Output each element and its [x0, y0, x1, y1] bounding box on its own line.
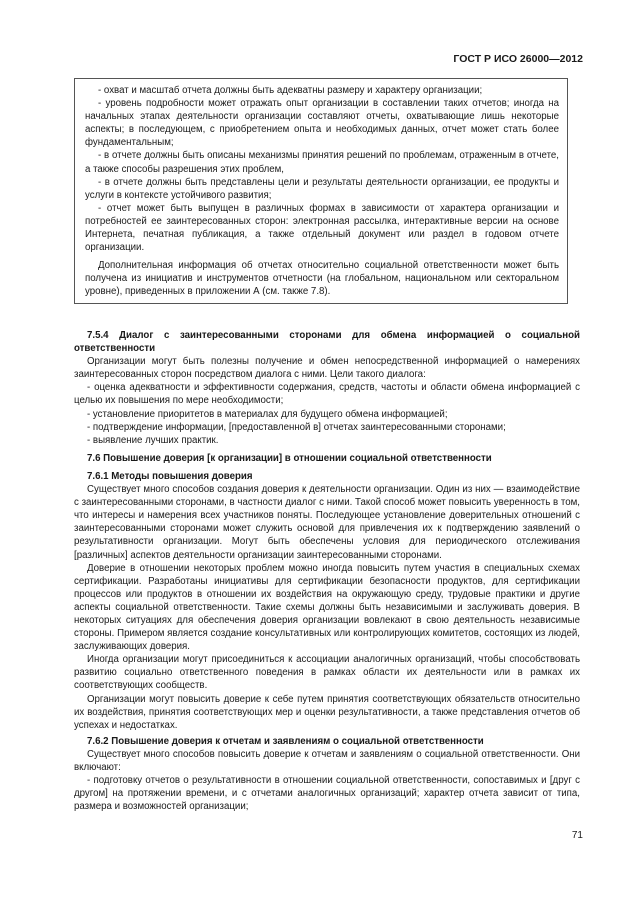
section-heading-7-6: 7.6 Повышение доверия [к организации] в отношении социальной ответственности [87, 452, 492, 464]
box-item: - в отчете должны быть представлены цели и результаты деятельности организации, ее продукты и услуги в контексте устойчивого развития; [85, 176, 559, 201]
list-item: - подтверждение информации, [предоставленной в] отчетах заинтересованными сторонами; [87, 421, 506, 433]
list-item: - оценка адекватности и эффективности содержания, средств, частоты и области обмена информацией с целью их повышения по мере необходимости; [74, 382, 580, 407]
page-number: 71 [571, 830, 583, 841]
box-item: - отчет может быть выпущен в различных формах в зависимости от характера организации и потребностей ее заинтересованных сторон: электронная рассылка, интерактивные версии на основе Интернета, печатная публикация, а также отдельный документ или раздел в годовом отчете организации. [85, 202, 559, 254]
paragraph: Иногда организации могут присоединиться к ассоциации аналогичных организаций, чтобы способствовать развитию социально ответственного поведения в рамках области их деятельности или в рамках их соответствующих сообществ. [74, 654, 580, 692]
paragraph: Доверие в отношении некоторых проблем можно иногда повысить путем участия в специальных схемах сертификации. Разработаны инициативы для сертификации безопасности продуктов, для сертификации процессов или продуктов в отношении их воздействия на окружающую среду, трудовые практики и другие аспекты социальной ответственности. Такие схемы должны быть независимыми и заслуживать доверия. В некоторых ситуациях для обеспечения доверия организации вовлекают в свою деятельность независимые стороны. Примером является создание консультативных или контролирующих комитетов, состоящих из людей, заслуживающих доверия. [74, 562, 580, 653]
paragraph: Существует много способов создания доверия к деятельности организации. Один из них — взаимодействие с заинтересованными сторонами, в частности диалог с ними. Такой способ может повысить уверенность в том, что интересы и намерения всех участников поняты. Последующее установление доверительных отношений с заинтересованными сторонами может служить основой для привлечения их к подтверждению заявлений о результативности организации. Могут быть обеспечены условия для периодического отслеживания [различных] аспектов деятельности организации заинтересованными сторонами. [74, 484, 580, 561]
list-item: - подготовку отчетов о результативности в отношении социальной ответственности, сопоставимых и [друг с другом] на протяжении времени, и с отчетами аналогичных организаций; характер отчета зависит от типа, размера и возможностей организации; [74, 775, 580, 813]
paragraph: Организации могут повысить доверие к себе путем принятия соответствующих обязательств относительно их воздействия, принятия соответствующих мер и оценки результативности, а также представления отчетов об успехах и недостатках. [74, 693, 580, 731]
section-heading-7-6-1: 7.6.1 Методы повышения доверия [87, 470, 253, 482]
main-text [74, 326, 580, 813]
section-heading-7-5-4: 7.5.4 Диалог с заинтересованными сторонами для обмена информацией о социальной ответственности [74, 330, 580, 355]
list-item: - выявление лучших практик. [87, 434, 219, 446]
box-note: Дополнительная информация об отчетах относительно социальной ответственности может быть получена из инициатив и инструментов отчетности (на глобальном, национальном или секторальном уровне), приведенных в приложении А (см. также 7.8). [85, 260, 559, 298]
list-item: - установление приоритетов в материалах для будущего обмена информацией; [87, 408, 448, 420]
section-heading-7-6-2: 7.6.2 Повышение доверия к отчетам и заявлениям о социальной ответственности [87, 735, 484, 747]
paragraph: Существует много способов повысить доверие к отчетам и заявлениям о социальной ответственности. Они включают: [74, 748, 580, 773]
box-item: - в отчете должны быть описаны механизмы принятия решений по проблемам, отраженным в отчете, а также способы разрешения этих проблем, [85, 150, 559, 175]
box-item: - уровень подробности может отражать опыт организации в составлении таких отчетов; иногда на начальных этапах деятельности организации составляют отчеты, охватывающие лишь некоторые аспекты; в последующем, с приобретением опыта и необходимых данных, отчет может стать более фундаментальным; [85, 98, 559, 149]
standard-header: ГОСТ Р ИСО 26000—2012 [453, 53, 583, 65]
box-item: - охват и масштаб отчета должны быть адекватны размеру и характеру организации; [98, 85, 483, 96]
paragraph: Организации могут быть полезны получение и обмен непосредственной информацией о намерениях заинтересованных сторон посредством диалога с ними. Цели такого диалога: [74, 356, 580, 381]
framed-text-box [74, 78, 568, 304]
